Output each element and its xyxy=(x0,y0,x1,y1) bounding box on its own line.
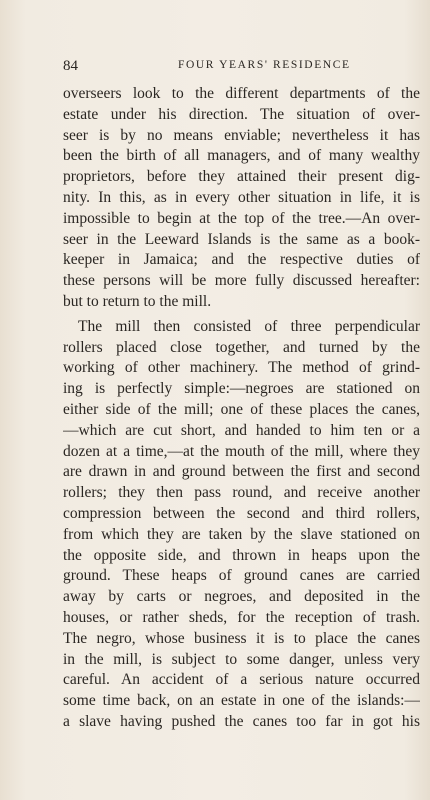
text-line: keeper in Jamaica; and the respective duties of xyxy=(63,251,420,269)
text-line: The mill then consisted of three perpendicular xyxy=(78,317,420,335)
text-line: but to return to the mill. xyxy=(63,292,212,310)
text-line: The negro, whose business it is to place the canes xyxy=(63,629,420,647)
page-number: 84 xyxy=(63,58,78,74)
text-line: from which they are taken by the slave stationed on xyxy=(63,525,420,543)
text-line: a slave having pushed the canes too far in got his xyxy=(63,712,420,730)
body-text xyxy=(63,84,420,733)
text-line: ing is perfectly simple:—negroes are stationed on xyxy=(63,380,420,398)
paragraph-2 xyxy=(63,317,420,733)
text-line: overseers look to the different departments of the xyxy=(63,85,420,102)
text-line: are drawn in and ground between the first and second xyxy=(63,463,420,481)
running-head: FOUR YEARS' RESIDENCE xyxy=(178,59,351,71)
text-line: proprietors, before they attained their present dig- xyxy=(63,168,420,186)
text-line: either side of the mill; one of these places the canes, xyxy=(63,400,420,418)
text-line: these persons will be more fully discussed hereafter: xyxy=(63,272,420,290)
text-line: houses, or rather sheds, for the reception of trash. xyxy=(63,608,420,626)
text-line: impossible to begin at the top of the tree.—An over- xyxy=(63,209,420,227)
text-line: working of other machinery. The method of grind- xyxy=(63,359,420,377)
text-line: rollers; they then pass round, and receive another xyxy=(63,484,420,502)
text-line: dozen at a time,—at the mouth of the mill, where they xyxy=(63,442,420,460)
text-line: away by carts or negroes, and deposited in the xyxy=(63,588,420,606)
text-line: ground. These heaps of ground canes are carried xyxy=(63,567,420,585)
text-line: some time back, on an estate in one of the islands:— xyxy=(63,692,420,710)
text-line: in the mill, is subject to some danger, unless very xyxy=(63,650,420,668)
text-line: seer is by no means enviable; nevertheless it has xyxy=(63,126,420,144)
text-line: estate under his direction. The situation of over- xyxy=(63,105,420,123)
text-line: —which are cut short, and handed to him ten or a xyxy=(63,421,420,439)
text-line: careful. An accident of a serious nature occurred xyxy=(63,671,420,689)
text-line: compression between the second and third rollers, xyxy=(63,504,420,522)
page-header xyxy=(63,58,418,78)
text-line: seer in the Leeward Islands is the same as a book- xyxy=(63,230,420,248)
text-line: nity. In this, as in every other situation in life, it is xyxy=(63,188,420,206)
text-line: rollers placed close together, and turned by the xyxy=(63,338,420,356)
text-line: been the birth of all managers, and of many wealthy xyxy=(63,147,420,165)
paragraph-1 xyxy=(63,84,420,313)
text-line: the opposite side, and thrown in heaps upon the xyxy=(63,546,420,564)
